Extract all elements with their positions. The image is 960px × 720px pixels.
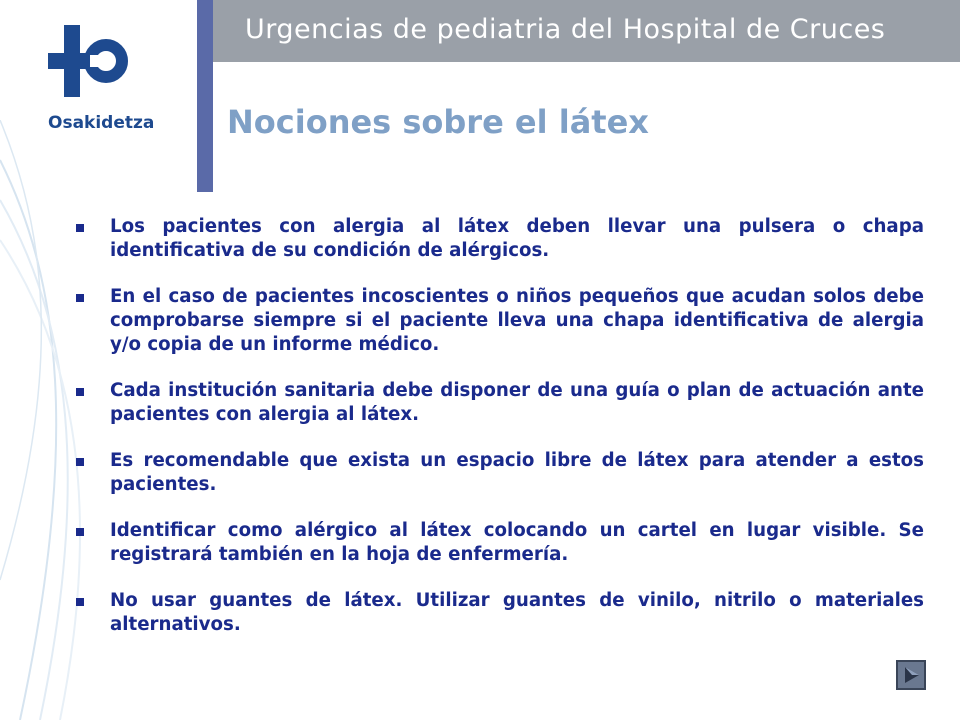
bullet-item [76, 215, 924, 263]
bullet-item [76, 519, 924, 567]
next-slide-button[interactable] [896, 660, 926, 690]
bullet-square-icon [76, 388, 84, 396]
bullet-text: Cada institución sanitaria debe disponer de una guía o plan de actuación ante pacientes con alergia al látex. [110, 380, 924, 425]
bullet-square-icon [76, 224, 84, 232]
bullet-square-icon [76, 528, 84, 536]
bullet-text: No usar guantes de látex. Utilizar guantes de vinilo, nitrilo o materiales alternativos. [110, 590, 924, 635]
bullet-item [76, 449, 924, 497]
bullet-square-icon [76, 598, 84, 606]
bullet-list [76, 215, 924, 659]
play-arrow-icon [900, 664, 922, 686]
bullet-square-icon [76, 294, 84, 302]
bullet-text: Los pacientes con alergia al látex deben llevar una pulsera o chapa identificativa de su condición de alérgicos. [110, 216, 924, 261]
bullet-text: En el caso de pacientes incoscientes o niños pequeños que acudan solos debe comprobarse siempre si el paciente lleva una chapa identificativa de alergia y/o copia de un informe médico. [110, 286, 924, 355]
osakidetza-logo-icon [48, 21, 128, 101]
vertical-accent-bar [197, 0, 213, 192]
bullet-text: Identificar como alérgico al látex colocando un cartel en lugar visible. Se registrará también en la hoja de enfermería. [110, 520, 924, 565]
logo-text: Osakidetza [48, 113, 155, 133]
bullet-item [76, 379, 924, 427]
bullet-text: Es recomendable que exista un espacio libre de látex para atender a estos pacientes. [110, 450, 924, 495]
header-title: Urgencias de pediatria del Hospital de Cruces [245, 14, 886, 45]
bullet-square-icon [76, 458, 84, 466]
slide-title: Nociones sobre el látex [227, 103, 649, 141]
bullet-item [76, 589, 924, 637]
bullet-item [76, 285, 924, 357]
osakidetza-logo [40, 15, 180, 133]
